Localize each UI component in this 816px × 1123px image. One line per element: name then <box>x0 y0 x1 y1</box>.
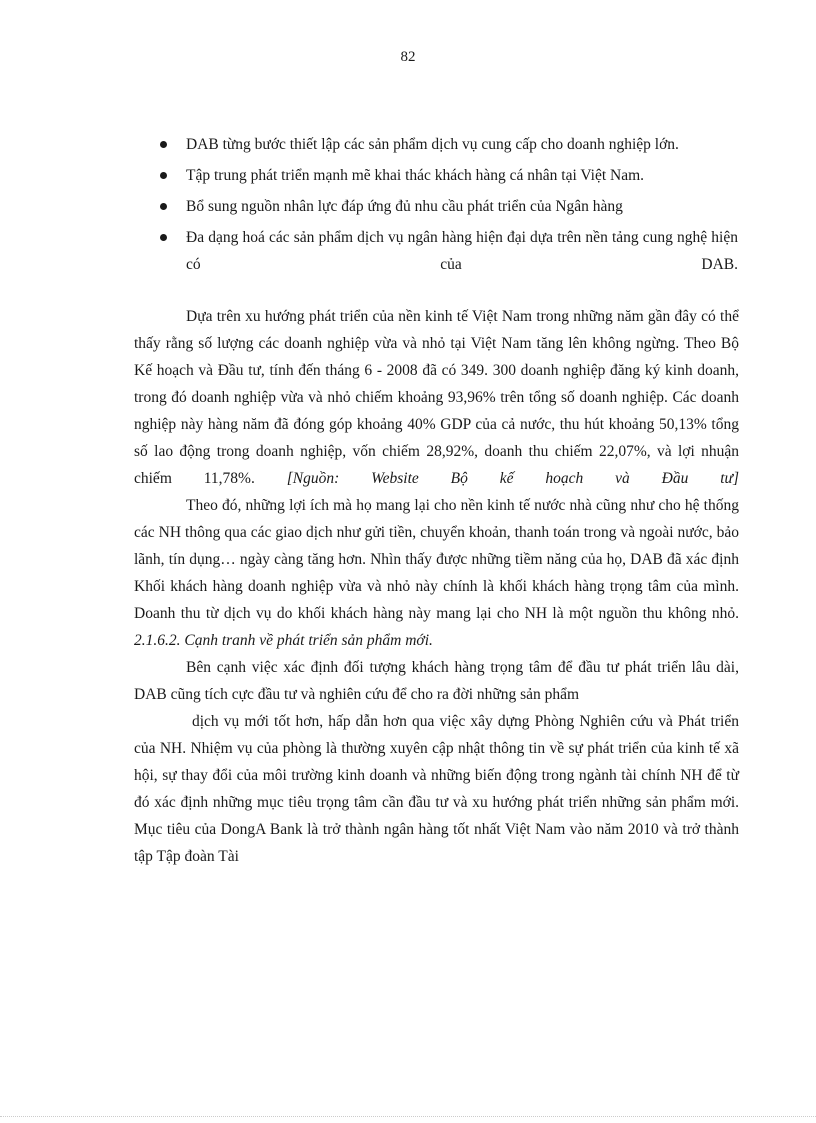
bullet-icon <box>160 203 167 210</box>
list-item-text: Bổ sung nguồn nhân lực đáp ứng đủ nhu cầu phát triển của Ngân hàng <box>186 198 623 215</box>
list-item <box>160 193 738 220</box>
paragraph: Bên cạnh việc xác định đối tượng khách hàng trọng tâm để đầu tư phát triển lâu dài, DAB cũng tích cực đầu tư và nghiên cứu để cho ra đời những sản phẩm <box>134 659 739 703</box>
bullet-list <box>160 131 738 282</box>
citation: [Nguồn: Website Bộ kế hoạch và Đầu tư] <box>286 470 739 487</box>
bullet-icon <box>160 141 167 148</box>
list-item-text: DAB từng bước thiết lập các sản phẩm dịch vụ cung cấp cho doanh nghiệp lớn. <box>186 136 679 153</box>
list-item <box>160 224 738 278</box>
paragraph: Theo đó, những lợi ích mà họ mang lại cho nền kinh tế nước nhà cũng như cho hệ thống các NH thông qua các giao dịch như gửi tiền, chuyển khoản, thanh toán trong và ngoài nước, bảo lãnh, tín dụng… ngày càng tăng hơn. Nhìn thấy được những tiềm năng của họ, DAB đã xác định Khối khách hàng doanh nghiệp vừa và nhỏ này chính là khối khách hàng trọng tâm của mình. Doanh thu từ dịch vụ do khối khách hàng này mang lại cho NH là một nguồn thu không nhỏ. <box>134 497 739 622</box>
bullet-icon <box>160 172 167 179</box>
paragraph: dịch vụ mới tốt hơn, hấp dẫn hơn qua việc xây dựng Phòng Nghiên cứu và Phát triển của NH. Nhiệm vụ của phòng là thường xuyên cập nhật thông tin về sự phát triển của kinh tế xã hội, sự thay đổi của môi trường kinh doanh và những biến động trong ngành tài chính NH để từ đó xác định những mục tiêu trọng tâm cần đầu tư và xu hướng phát triển những sản phẩm mới. Mục tiêu của DongA Bank là trở thành ngân hàng tốt nhất Việt Nam vào năm 2010 và trở thành tập Tập đoàn Tài <box>134 713 739 865</box>
list-item-text: Đa dạng hoá các sản phẩm dịch vụ ngân hàng hiện đại dựa trên nền tảng cung nghệ hiện có của DAB. <box>186 229 738 273</box>
bullet-icon <box>160 234 167 241</box>
page-number: 82 <box>400 49 416 65</box>
section-heading: 2.1.6.2. Cạnh tranh về phát triển sản phẩm mới. <box>134 632 433 649</box>
paragraph-text: Dựa trên xu hướng phát triển của nền kinh tế Việt Nam trong những năm gần đây có thể thấy rằng số lượng các doanh nghiệp vừa và nhỏ tại Việt Nam tăng lên không ngừng. Theo Bộ Kế hoạch và Đầu tư, tính đến tháng 6 - 2008 đã có 349. 300 doanh nghiệp đăng ký kinh doanh, trong đó doanh nghiệp vừa và nhỏ chiếm khoảng 93,96% trên tổng số doanh nghiệp. Các doanh nghiệp này hàng năm đã đóng góp khoảng 40% GDP của cả nước, thu hút khoảng 50,13% tổng số lao động trong doanh nghiệp, vốn chiếm 28,92%, doanh thu chiếm 22,07%, và lợi nhuận chiếm 11,78%. <box>134 308 739 487</box>
page-bottom-divider <box>0 1116 816 1117</box>
list-item-text: Tập trung phát triển mạnh mẽ khai thác khách hàng cá nhân tại Việt Nam. <box>186 167 645 184</box>
body-text <box>134 303 739 870</box>
paragraph <box>134 303 739 492</box>
list-item <box>160 162 738 189</box>
list-item <box>160 131 738 158</box>
